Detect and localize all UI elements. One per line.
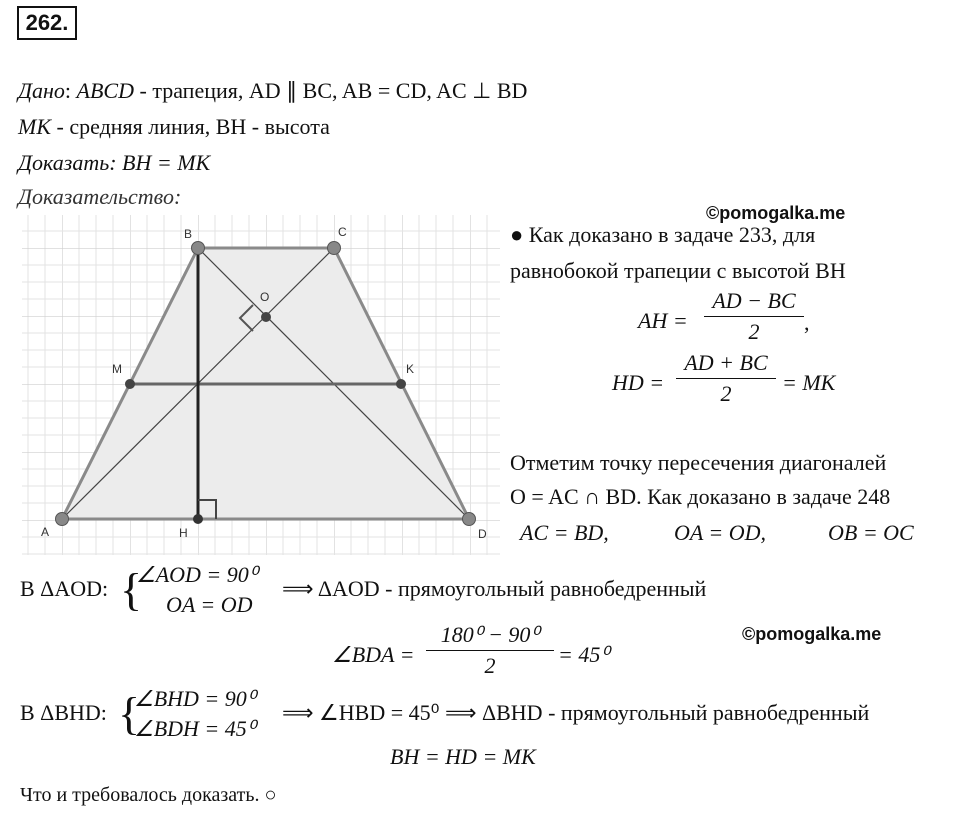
label-m: M <box>112 362 122 376</box>
eq-oa-od: OA = OD, <box>674 520 767 545</box>
system2-row1: ∠BHD = 90⁰ <box>134 686 256 711</box>
hd-lhs: HD = <box>612 370 665 395</box>
angle-fraction <box>426 622 554 679</box>
angle-numerator: 180⁰ − 90⁰ <box>426 622 554 651</box>
system1-result: ⟹ ΔAOD - прямоугольный равнобедренный <box>282 576 707 601</box>
ah-fraction <box>704 288 804 345</box>
label-d: D <box>478 527 487 541</box>
ah-lhs: AH = <box>638 308 688 333</box>
point-k <box>396 379 406 389</box>
ah-tail: , <box>804 310 810 335</box>
system2-row2: ∠BDH = 45⁰ <box>134 716 256 741</box>
given-line-1 <box>18 78 527 104</box>
given-trapezoid: ABCD <box>71 78 134 103</box>
given-midline: MK <box>18 114 51 139</box>
trapezoid-figure <box>22 215 502 555</box>
system2-result: ⟹ ∠HBD = 45⁰ ⟹ ΔBHD - прямоугольный равнобедренный <box>282 700 870 725</box>
label-c: C <box>338 225 347 239</box>
angle-rhs: = 45⁰ <box>558 642 610 667</box>
point-h <box>193 514 203 524</box>
hd-denominator: 2 <box>720 381 732 406</box>
given-colon: : <box>64 78 72 103</box>
given-conditions: - трапеция, AD ∥ BC, AB = CD, AC ⊥ BD <box>134 78 528 103</box>
given-label: Дано <box>18 78 65 103</box>
label-h: H <box>179 526 188 540</box>
given-midline-desc: - средняя линия, BH - высота <box>51 114 330 139</box>
point-b <box>192 242 205 255</box>
watermark-top: ©pomogalka.me <box>706 203 846 223</box>
hd-tail: = MK <box>782 370 836 395</box>
point-a <box>56 513 69 526</box>
system2-prefix: В ΔBHD: <box>20 700 107 725</box>
label-o: O <box>260 290 270 304</box>
point-c <box>328 242 341 255</box>
hd-fraction <box>676 350 776 407</box>
conclusion: Что и требовалось доказать. ○ <box>20 784 277 806</box>
angle-lhs: ∠BDA = <box>332 642 415 667</box>
right-line-3: Отметим точку пересечения диагоналей <box>510 450 887 475</box>
given-line-2 <box>18 114 330 140</box>
label-a: A <box>41 525 50 539</box>
prove-line <box>18 150 210 176</box>
point-d <box>463 513 476 526</box>
ah-numerator: AD − BC <box>704 288 804 317</box>
hd-numerator: AD + BC <box>676 350 776 379</box>
right-line-2: равнобокой трапеции с высотой BH <box>510 258 846 283</box>
point-m <box>125 379 135 389</box>
proof-label: Доказательство: <box>18 184 182 209</box>
ah-denominator: 2 <box>748 319 760 344</box>
system2-brace-icon: { <box>118 688 141 739</box>
system1-brace-icon: { <box>120 564 143 615</box>
right-line-4: O = AC ∩ BD. Как доказано в задаче 248 <box>510 484 891 509</box>
label-k: K <box>406 362 415 376</box>
eq-ac-bd: AC = BD, <box>520 520 609 545</box>
eq-ob-oc: OB = OC <box>828 520 914 545</box>
system1-row2: OA = OD <box>166 592 253 617</box>
watermark-bottom: ©pomogalka.me <box>742 624 882 644</box>
label-b: B <box>184 227 193 241</box>
point-o <box>261 312 271 322</box>
system1-prefix: В ΔAOD: <box>20 576 109 601</box>
right-line-1: ● Как доказано в задаче 233, для <box>510 222 816 247</box>
angle-denominator: 2 <box>484 653 496 678</box>
system1-row1: ∠AOD = 90⁰ <box>136 562 258 587</box>
problem-number: 262. <box>17 6 77 40</box>
prove-statement: : BH = MK <box>109 150 211 175</box>
final-equation: BH = HD = MK <box>390 744 536 769</box>
prove-label: Доказать <box>18 150 110 175</box>
